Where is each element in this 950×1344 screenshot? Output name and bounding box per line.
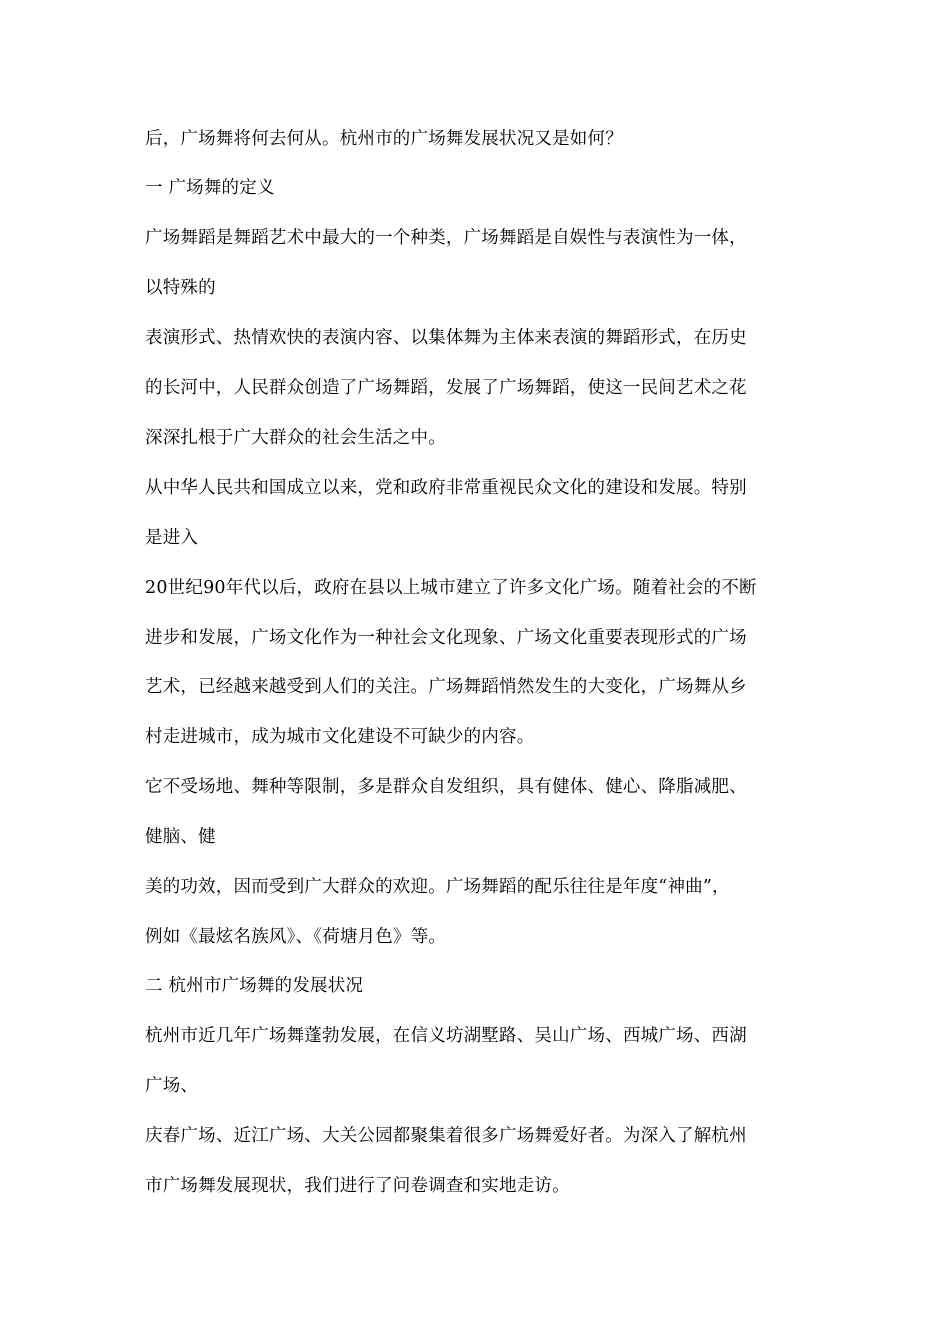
text-line: 庆春广场、近江广场、大关公园都聚集着很多广场舞爱好者。为深入了解杭州 bbox=[145, 1126, 747, 1146]
text-line: 广场舞蹈是舞蹈艺术中最大的一个种类，广场舞蹈是自娱性与表演性为一体， bbox=[145, 228, 747, 248]
text-line: 以特殊的 bbox=[145, 278, 216, 298]
text-line: 村走进城市，成为城市文化建设不可缺少的内容。 bbox=[145, 727, 535, 747]
text-line: 美的功效，因而受到广大群众的欢迎。广场舞蹈的配乐往往是年度“神曲”， bbox=[145, 877, 730, 897]
text-line: 20世纪90年代以后，政府在县以上城市建立了许多文化广场。随着社会的不断 bbox=[145, 578, 757, 598]
text-line: 深深扎根于广大群众的社会生活之中。 bbox=[145, 428, 446, 448]
text-line: 从中华人民共和国成立以来，党和政府非常重视民众文化的建设和发展。特别 bbox=[145, 478, 747, 498]
text-line: 进步和发展，广场文化作为一种社会文化现象、广场文化重要表现形式的广场 bbox=[145, 628, 747, 648]
text-line: 它不受场地、舞种等限制，多是群众自发组织，具有健体、健心、降脂减肥、 bbox=[145, 777, 747, 797]
text-line: 艺术，已经越来越受到人们的关注。广场舞蹈悄然发生的大变化，广场舞从乡 bbox=[145, 677, 747, 697]
text-line: 后，广场舞将何去何从。杭州市的广场舞发展状况又是如何？ bbox=[145, 129, 623, 149]
text-line: 杭州市近几年广场舞蓬勃发展，在信义坊湖墅路、吴山广场、西城广场、西湖 bbox=[145, 1026, 747, 1046]
text-line: 市广场舞发展现状，我们进行了问卷调查和实地走访。 bbox=[145, 1176, 570, 1196]
text-line: 广场、 bbox=[145, 1076, 199, 1096]
text-line: 表演形式、热情欢快的表演内容、以集体舞为主体来表演的舞蹈形式，在历史 bbox=[145, 328, 747, 348]
text-line: 健脑、健 bbox=[145, 827, 216, 847]
text-line: 例如《最炫名族风》、《荷塘月色》等。 bbox=[145, 927, 447, 947]
text-line: 的长河中，人民群众创造了广场舞蹈，发展了广场舞蹈，使这一民间艺术之花 bbox=[145, 378, 747, 398]
section-heading: 一 广场舞的定义 bbox=[145, 178, 275, 198]
section-heading: 二 杭州市广场舞的发展状况 bbox=[145, 976, 364, 996]
text-line: 是进入 bbox=[145, 528, 199, 548]
